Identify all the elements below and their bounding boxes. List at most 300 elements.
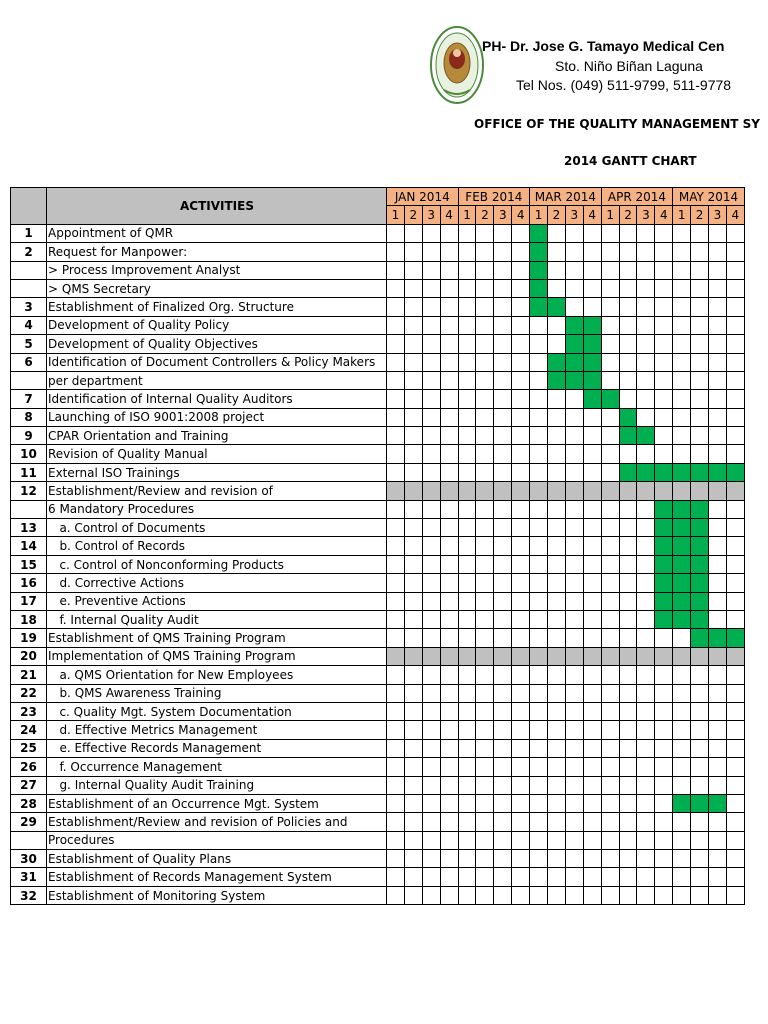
gantt-empty-cell bbox=[422, 850, 440, 868]
gantt-empty-cell bbox=[726, 666, 744, 684]
gantt-empty-cell bbox=[494, 574, 512, 592]
gantt-empty-cell bbox=[494, 353, 512, 371]
gantt-empty-cell bbox=[565, 868, 583, 886]
gantt-empty-cell bbox=[619, 739, 637, 757]
gantt-empty-cell bbox=[655, 868, 673, 886]
activity-label: > Process Improvement Analyst bbox=[47, 261, 387, 279]
gantt-bar-cell bbox=[619, 427, 637, 445]
gantt-empty-cell bbox=[458, 555, 476, 573]
section-cell bbox=[601, 647, 619, 665]
gantt-empty-cell bbox=[422, 427, 440, 445]
gantt-empty-cell bbox=[601, 261, 619, 279]
gantt-empty-cell bbox=[726, 298, 744, 316]
gantt-empty-cell bbox=[404, 850, 422, 868]
activity-row bbox=[11, 298, 745, 316]
gantt-empty-cell bbox=[530, 629, 548, 647]
gantt-empty-cell bbox=[387, 224, 405, 242]
activity-number: 30 bbox=[11, 850, 47, 868]
gantt-empty-cell bbox=[404, 739, 422, 757]
activity-row bbox=[11, 574, 745, 592]
gantt-empty-cell bbox=[601, 463, 619, 481]
gantt-empty-cell bbox=[655, 353, 673, 371]
gantt-empty-cell bbox=[476, 298, 494, 316]
week-header: 3 bbox=[709, 206, 727, 224]
gantt-empty-cell bbox=[422, 537, 440, 555]
gantt-empty-cell bbox=[637, 776, 655, 794]
gantt-empty-cell bbox=[709, 335, 727, 353]
gantt-empty-cell bbox=[404, 537, 422, 555]
gantt-empty-cell bbox=[387, 261, 405, 279]
gantt-empty-cell bbox=[673, 371, 691, 389]
gantt-empty-cell bbox=[601, 666, 619, 684]
section-cell bbox=[583, 647, 601, 665]
activity-label: Launching of ISO 9001:2008 project bbox=[47, 408, 387, 426]
gantt-empty-cell bbox=[655, 390, 673, 408]
gantt-empty-cell bbox=[404, 813, 422, 831]
gantt-empty-cell bbox=[709, 224, 727, 242]
gantt-empty-cell bbox=[512, 592, 530, 610]
section-cell bbox=[619, 647, 637, 665]
gantt-empty-cell bbox=[494, 243, 512, 261]
gantt-empty-cell bbox=[494, 629, 512, 647]
gantt-empty-cell bbox=[619, 813, 637, 831]
gantt-empty-cell bbox=[726, 427, 744, 445]
gantt-empty-cell bbox=[726, 758, 744, 776]
gantt-empty-cell bbox=[673, 684, 691, 702]
section-cell bbox=[458, 647, 476, 665]
gantt-empty-cell bbox=[583, 850, 601, 868]
week-header: 1 bbox=[530, 206, 548, 224]
gantt-empty-cell bbox=[691, 813, 709, 831]
gantt-empty-cell bbox=[530, 335, 548, 353]
gantt-empty-cell bbox=[476, 721, 494, 739]
section-cell bbox=[637, 482, 655, 500]
gantt-empty-cell bbox=[476, 371, 494, 389]
gantt-bar-cell bbox=[673, 555, 691, 573]
activity-row bbox=[11, 702, 745, 720]
gantt-empty-cell bbox=[565, 666, 583, 684]
gantt-bar-cell bbox=[691, 555, 709, 573]
activity-number: 22 bbox=[11, 684, 47, 702]
gantt-empty-cell bbox=[655, 335, 673, 353]
gantt-empty-cell bbox=[458, 261, 476, 279]
month-header: FEB 2014 bbox=[458, 188, 530, 206]
gantt-empty-cell bbox=[726, 684, 744, 702]
gantt-empty-cell bbox=[422, 279, 440, 297]
gantt-empty-cell bbox=[691, 335, 709, 353]
gantt-empty-cell bbox=[601, 224, 619, 242]
gantt-empty-cell bbox=[583, 537, 601, 555]
section-cell bbox=[601, 482, 619, 500]
gantt-empty-cell bbox=[512, 850, 530, 868]
gantt-bar-cell bbox=[691, 574, 709, 592]
section-cell bbox=[440, 647, 458, 665]
gantt-empty-cell bbox=[709, 721, 727, 739]
gantt-empty-cell bbox=[494, 592, 512, 610]
gantt-bar-cell bbox=[655, 610, 673, 628]
gantt-empty-cell bbox=[601, 739, 619, 757]
activity-label: Establishment of an Occurrence Mgt. System bbox=[47, 794, 387, 812]
gantt-empty-cell bbox=[512, 813, 530, 831]
gantt-empty-cell bbox=[548, 886, 566, 904]
gantt-empty-cell bbox=[512, 353, 530, 371]
activity-row bbox=[11, 721, 745, 739]
section-cell bbox=[530, 482, 548, 500]
gantt-empty-cell bbox=[673, 298, 691, 316]
gantt-empty-cell bbox=[404, 261, 422, 279]
week-header: 2 bbox=[404, 206, 422, 224]
activity-label: Revision of Quality Manual bbox=[47, 445, 387, 463]
section-cell bbox=[512, 647, 530, 665]
gantt-empty-cell bbox=[673, 868, 691, 886]
gantt-empty-cell bbox=[530, 868, 548, 886]
gantt-bar-cell bbox=[619, 463, 637, 481]
activity-row bbox=[11, 794, 745, 812]
gantt-empty-cell bbox=[637, 298, 655, 316]
gantt-empty-cell bbox=[619, 555, 637, 573]
gantt-empty-cell bbox=[422, 592, 440, 610]
activity-row bbox=[11, 445, 745, 463]
gantt-empty-cell bbox=[601, 684, 619, 702]
gantt-empty-cell bbox=[494, 610, 512, 628]
gantt-empty-cell bbox=[530, 831, 548, 849]
gantt-empty-cell bbox=[494, 463, 512, 481]
gantt-empty-cell bbox=[619, 519, 637, 537]
gantt-empty-cell bbox=[530, 684, 548, 702]
gantt-empty-cell bbox=[655, 758, 673, 776]
gantt-empty-cell bbox=[601, 500, 619, 518]
activity-label: per department bbox=[47, 371, 387, 389]
gantt-empty-cell bbox=[512, 574, 530, 592]
gantt-empty-cell bbox=[476, 335, 494, 353]
activity-label: Establishment of QMS Training Program bbox=[47, 629, 387, 647]
gantt-empty-cell bbox=[404, 610, 422, 628]
gantt-empty-cell bbox=[548, 279, 566, 297]
gantt-bar-cell bbox=[548, 298, 566, 316]
gantt-empty-cell bbox=[637, 224, 655, 242]
hospital-seal-logo bbox=[430, 26, 484, 104]
gantt-empty-cell bbox=[387, 702, 405, 720]
activity-number: 13 bbox=[11, 519, 47, 537]
gantt-empty-cell bbox=[691, 758, 709, 776]
week-header: 3 bbox=[494, 206, 512, 224]
gantt-empty-cell bbox=[387, 279, 405, 297]
gantt-bar-cell bbox=[583, 353, 601, 371]
gantt-empty-cell bbox=[548, 739, 566, 757]
gantt-empty-cell bbox=[548, 721, 566, 739]
gantt-empty-cell bbox=[422, 813, 440, 831]
gantt-empty-cell bbox=[404, 629, 422, 647]
week-header: 1 bbox=[458, 206, 476, 224]
activity-number bbox=[11, 831, 47, 849]
gantt-empty-cell bbox=[565, 445, 583, 463]
gantt-empty-cell bbox=[512, 868, 530, 886]
gantt-empty-cell bbox=[673, 408, 691, 426]
gantt-empty-cell bbox=[601, 335, 619, 353]
activity-number: 25 bbox=[11, 739, 47, 757]
activity-row bbox=[11, 482, 745, 500]
activity-number bbox=[11, 279, 47, 297]
gantt-empty-cell bbox=[726, 794, 744, 812]
gantt-empty-cell bbox=[619, 868, 637, 886]
gantt-empty-cell bbox=[404, 519, 422, 537]
activity-row bbox=[11, 684, 745, 702]
gantt-empty-cell bbox=[422, 666, 440, 684]
gantt-empty-cell bbox=[440, 684, 458, 702]
gantt-empty-cell bbox=[422, 371, 440, 389]
gantt-empty-cell bbox=[548, 574, 566, 592]
gantt-empty-cell bbox=[512, 794, 530, 812]
gantt-empty-cell bbox=[512, 500, 530, 518]
gantt-empty-cell bbox=[494, 519, 512, 537]
activity-row bbox=[11, 666, 745, 684]
gantt-empty-cell bbox=[440, 629, 458, 647]
gantt-empty-cell bbox=[422, 463, 440, 481]
gantt-empty-cell bbox=[619, 794, 637, 812]
gantt-empty-cell bbox=[422, 390, 440, 408]
gantt-empty-cell bbox=[601, 758, 619, 776]
gantt-empty-cell bbox=[530, 666, 548, 684]
gantt-empty-cell bbox=[619, 261, 637, 279]
gantt-empty-cell bbox=[548, 408, 566, 426]
gantt-bar-cell bbox=[673, 463, 691, 481]
gantt-empty-cell bbox=[619, 758, 637, 776]
activity-number: 10 bbox=[11, 445, 47, 463]
gantt-empty-cell bbox=[512, 537, 530, 555]
gantt-empty-cell bbox=[387, 721, 405, 739]
gantt-empty-cell bbox=[583, 629, 601, 647]
gantt-empty-cell bbox=[440, 500, 458, 518]
gantt-empty-cell bbox=[583, 721, 601, 739]
gantt-empty-cell bbox=[637, 721, 655, 739]
section-cell bbox=[548, 647, 566, 665]
activity-label: Identification of Internal Quality Auditors bbox=[47, 390, 387, 408]
gantt-empty-cell bbox=[476, 390, 494, 408]
gantt-empty-cell bbox=[655, 427, 673, 445]
gantt-empty-cell bbox=[583, 261, 601, 279]
gantt-empty-cell bbox=[387, 445, 405, 463]
gantt-empty-cell bbox=[387, 739, 405, 757]
gantt-empty-cell bbox=[619, 445, 637, 463]
chart-title: 2014 GANTT CHART bbox=[564, 154, 697, 168]
gantt-empty-cell bbox=[691, 390, 709, 408]
gantt-empty-cell bbox=[422, 758, 440, 776]
gantt-empty-cell bbox=[476, 666, 494, 684]
gantt-empty-cell bbox=[619, 353, 637, 371]
gantt-empty-cell bbox=[637, 261, 655, 279]
gantt-empty-cell bbox=[404, 353, 422, 371]
gantt-empty-cell bbox=[440, 886, 458, 904]
gantt-empty-cell bbox=[512, 427, 530, 445]
gantt-empty-cell bbox=[548, 702, 566, 720]
gantt-empty-cell bbox=[476, 445, 494, 463]
gantt-empty-cell bbox=[601, 886, 619, 904]
gantt-empty-cell bbox=[583, 243, 601, 261]
activity-number: 2 bbox=[11, 243, 47, 261]
gantt-empty-cell bbox=[476, 261, 494, 279]
activity-row bbox=[11, 519, 745, 537]
gantt-empty-cell bbox=[673, 813, 691, 831]
gantt-empty-cell bbox=[565, 224, 583, 242]
gantt-empty-cell bbox=[476, 555, 494, 573]
gantt-empty-cell bbox=[440, 739, 458, 757]
gantt-empty-cell bbox=[476, 224, 494, 242]
gantt-empty-cell bbox=[691, 224, 709, 242]
activities-column-header: ACTIVITIES bbox=[47, 188, 387, 225]
activity-number: 32 bbox=[11, 886, 47, 904]
gantt-empty-cell bbox=[726, 408, 744, 426]
gantt-empty-cell bbox=[422, 831, 440, 849]
gantt-empty-cell bbox=[440, 868, 458, 886]
gantt-empty-cell bbox=[619, 776, 637, 794]
gantt-empty-cell bbox=[673, 243, 691, 261]
gantt-empty-cell bbox=[440, 850, 458, 868]
activity-row bbox=[11, 224, 745, 242]
gantt-empty-cell bbox=[601, 721, 619, 739]
gantt-empty-cell bbox=[619, 298, 637, 316]
activity-number: 3 bbox=[11, 298, 47, 316]
gantt-empty-cell bbox=[476, 702, 494, 720]
gantt-empty-cell bbox=[530, 739, 548, 757]
gantt-empty-cell bbox=[673, 666, 691, 684]
activity-row bbox=[11, 610, 745, 628]
gantt-empty-cell bbox=[709, 666, 727, 684]
gantt-empty-cell bbox=[601, 831, 619, 849]
gantt-empty-cell bbox=[637, 371, 655, 389]
gantt-empty-cell bbox=[673, 739, 691, 757]
gantt-empty-cell bbox=[655, 445, 673, 463]
gantt-empty-cell bbox=[458, 463, 476, 481]
gantt-empty-cell bbox=[601, 629, 619, 647]
activity-number: 26 bbox=[11, 758, 47, 776]
section-cell bbox=[691, 482, 709, 500]
gantt-empty-cell bbox=[494, 868, 512, 886]
gantt-empty-cell bbox=[458, 813, 476, 831]
gantt-empty-cell bbox=[619, 592, 637, 610]
section-cell bbox=[404, 647, 422, 665]
activity-row bbox=[11, 629, 745, 647]
gantt-empty-cell bbox=[422, 684, 440, 702]
gantt-empty-cell bbox=[601, 519, 619, 537]
gantt-empty-cell bbox=[404, 702, 422, 720]
gantt-empty-cell bbox=[458, 758, 476, 776]
activity-label: a. QMS Orientation for New Employees bbox=[47, 666, 387, 684]
gantt-empty-cell bbox=[619, 831, 637, 849]
gantt-empty-cell bbox=[637, 629, 655, 647]
gantt-empty-cell bbox=[619, 537, 637, 555]
gantt-empty-cell bbox=[404, 721, 422, 739]
gantt-empty-cell bbox=[512, 463, 530, 481]
gantt-empty-cell bbox=[619, 666, 637, 684]
gantt-empty-cell bbox=[458, 794, 476, 812]
activity-label: e. Effective Records Management bbox=[47, 739, 387, 757]
gantt-empty-cell bbox=[601, 592, 619, 610]
gantt-empty-cell bbox=[673, 850, 691, 868]
gantt-empty-cell bbox=[422, 353, 440, 371]
gantt-empty-cell bbox=[691, 850, 709, 868]
gantt-empty-cell bbox=[548, 794, 566, 812]
gantt-empty-cell bbox=[404, 427, 422, 445]
gantt-empty-cell bbox=[404, 316, 422, 334]
gantt-empty-cell bbox=[458, 592, 476, 610]
activity-number: 14 bbox=[11, 537, 47, 555]
gantt-empty-cell bbox=[619, 610, 637, 628]
gantt-empty-cell bbox=[422, 445, 440, 463]
gantt-empty-cell bbox=[530, 390, 548, 408]
activity-label: Appointment of QMR bbox=[47, 224, 387, 242]
gantt-empty-cell bbox=[512, 445, 530, 463]
gantt-empty-cell bbox=[548, 427, 566, 445]
activity-number bbox=[11, 500, 47, 518]
gantt-empty-cell bbox=[512, 298, 530, 316]
gantt-empty-cell bbox=[726, 610, 744, 628]
activity-label: CPAR Orientation and Training bbox=[47, 427, 387, 445]
gantt-empty-cell bbox=[530, 574, 548, 592]
gantt-bar-cell bbox=[637, 463, 655, 481]
section-cell bbox=[655, 482, 673, 500]
gantt-empty-cell bbox=[673, 390, 691, 408]
activity-label: Development of Quality Objectives bbox=[47, 335, 387, 353]
gantt-empty-cell bbox=[583, 279, 601, 297]
gantt-empty-cell bbox=[387, 353, 405, 371]
gantt-empty-cell bbox=[655, 850, 673, 868]
gantt-empty-cell bbox=[476, 868, 494, 886]
gantt-empty-cell bbox=[440, 353, 458, 371]
gantt-empty-cell bbox=[619, 500, 637, 518]
gantt-empty-cell bbox=[422, 224, 440, 242]
week-header: 4 bbox=[583, 206, 601, 224]
gantt-empty-cell bbox=[709, 353, 727, 371]
activity-label: d. Effective Metrics Management bbox=[47, 721, 387, 739]
gantt-empty-cell bbox=[726, 555, 744, 573]
gantt-empty-cell bbox=[422, 316, 440, 334]
gantt-bar-cell bbox=[637, 427, 655, 445]
gantt-empty-cell bbox=[458, 629, 476, 647]
gantt-empty-cell bbox=[548, 445, 566, 463]
gantt-empty-cell bbox=[404, 500, 422, 518]
activity-label: c. Quality Mgt. System Documentation bbox=[47, 702, 387, 720]
gantt-empty-cell bbox=[619, 224, 637, 242]
gantt-bar-cell bbox=[673, 574, 691, 592]
gantt-empty-cell bbox=[655, 831, 673, 849]
week-header: 2 bbox=[548, 206, 566, 224]
gantt-empty-cell bbox=[404, 886, 422, 904]
gantt-empty-cell bbox=[583, 224, 601, 242]
gantt-empty-cell bbox=[458, 850, 476, 868]
gantt-empty-cell bbox=[548, 592, 566, 610]
gantt-empty-cell bbox=[726, 335, 744, 353]
gantt-empty-cell bbox=[440, 592, 458, 610]
gantt-bar-cell bbox=[691, 592, 709, 610]
gantt-empty-cell bbox=[422, 629, 440, 647]
gantt-bar-cell bbox=[655, 463, 673, 481]
gantt-empty-cell bbox=[494, 776, 512, 794]
gantt-empty-cell bbox=[565, 519, 583, 537]
gantt-empty-cell bbox=[404, 390, 422, 408]
gantt-empty-cell bbox=[583, 794, 601, 812]
gantt-empty-cell bbox=[726, 850, 744, 868]
gantt-empty-cell bbox=[673, 335, 691, 353]
gantt-empty-cell bbox=[565, 390, 583, 408]
section-cell bbox=[548, 482, 566, 500]
gantt-empty-cell bbox=[548, 610, 566, 628]
gantt-empty-cell bbox=[387, 243, 405, 261]
gantt-empty-cell bbox=[440, 335, 458, 353]
activity-row bbox=[11, 408, 745, 426]
section-cell bbox=[387, 482, 405, 500]
gantt-empty-cell bbox=[709, 500, 727, 518]
gantt-empty-cell bbox=[637, 353, 655, 371]
